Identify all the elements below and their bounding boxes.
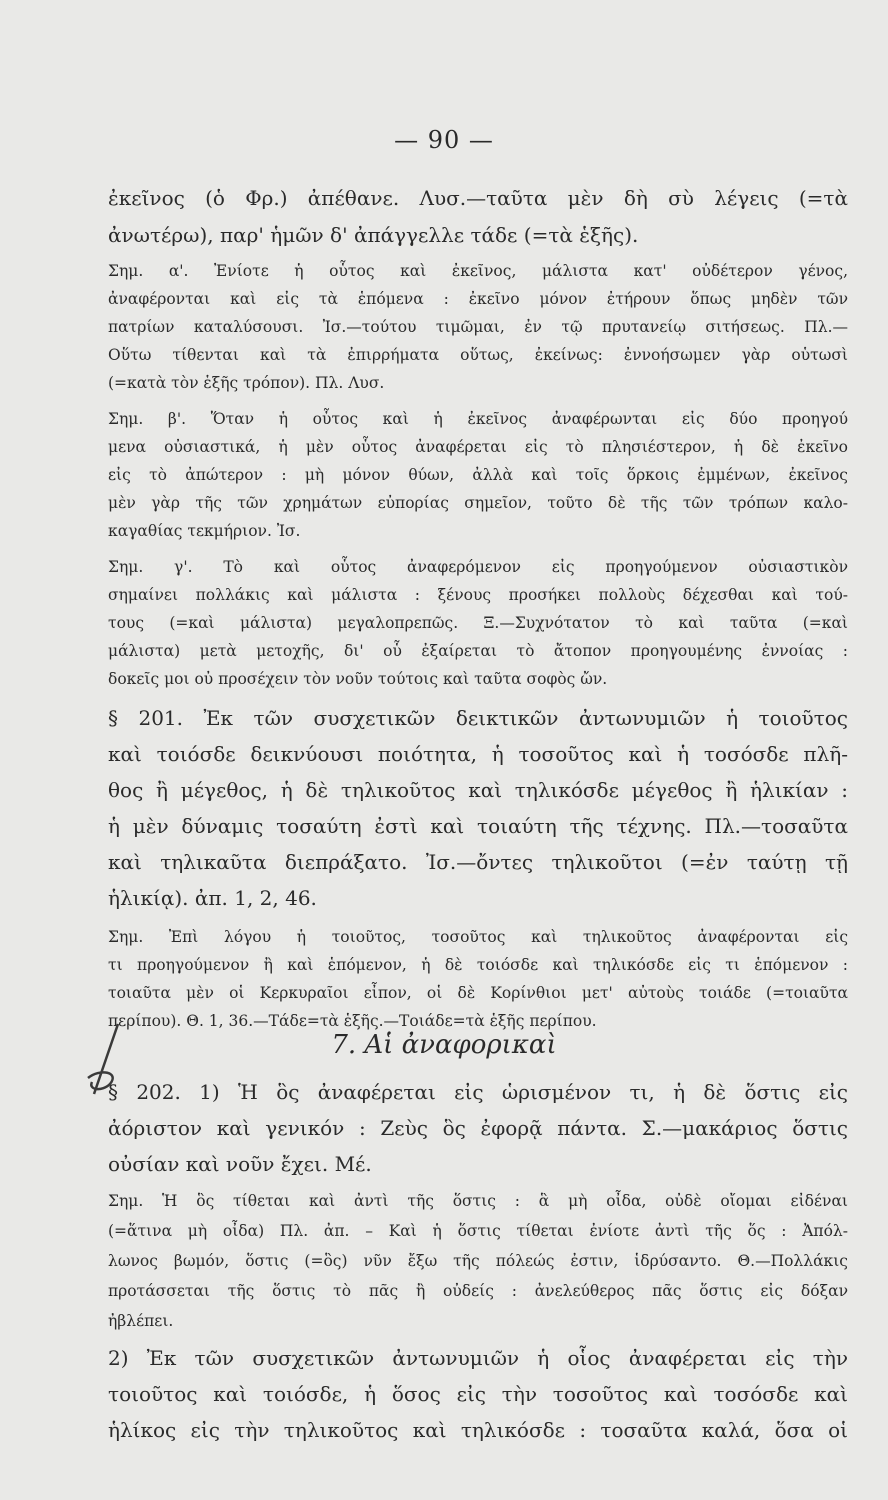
- note-line: Σημ. α'. Ἐνίοτε ἡ οὗτος καὶ ἐκεῖνος, μάλιστα κατ' οὐδέτερον γένος,: [108, 262, 848, 280]
- note-line: Οὕτω τίθενται καὶ τὰ ἐπιρρήματα οὕτως, ἐκείνως: ἐννοήσωμεν γὰρ οὑτωσὶ: [108, 346, 848, 364]
- note-line: μάλιστα) μετὰ μετοχῆς, δι' οὗ ἐξαίρεται τὸ ἄτοπον προηγουμένης ἐννοίας :: [108, 642, 848, 660]
- note-line: Σημ. Ἡ ὃς τίθεται καὶ ἀντὶ τῆς ὅστις : ἃ μὴ οἶδα, οὐδὲ οἴομαι εἰδέναι: [108, 1192, 848, 1210]
- text-line: 2) Ἐκ τῶν συσχετικῶν ἀντωνυμιῶν ἡ οἷος ἀναφέρεται εἰς τὴν: [108, 1346, 848, 1370]
- note-line: Σημ. β'. Ὅταν ἡ οὗτος καὶ ἡ ἐκεῖνος ἀναφέρωνται εἰς δύο προηγού: [108, 410, 848, 428]
- note-line: εἰς τὸ ἀπώτερον : μὴ μόνον θύων, ἀλλὰ καὶ τοῖς ὅρκοις ἐμμένων, ἐκεῖνος: [108, 466, 848, 484]
- note-line: μὲν γὰρ τῆς τῶν χρημάτων εὐπορίας σημεῖον, τοῦτο δὲ τῆς τῶν τρόπων καλο-: [108, 494, 848, 512]
- note-line: τοιαῦτα μὲν οἱ Κερκυραῖοι εἶπον, οἱ δὲ Κορίνθιοι μετ' αὐτοὺς τοιάδε (=τοιαῦτα: [108, 984, 848, 1002]
- text-line: § 202. 1) Ἡ ὃς ἀναφέρεται εἰς ὡρισμένον τι, ἡ δὲ ὅστις εἰς: [108, 1080, 848, 1104]
- text-line: θος ἢ μέγεθος, ἡ δὲ τηλικοῦτος καὶ τηλικόσδε μέγεθος ἢ ἡλικίαν :: [108, 778, 848, 802]
- note-line: σημαίνει πολλάκις καὶ μάλιστα : ξένους προσήκει πολλοὺς δέχεσθαι καὶ τού-: [108, 586, 848, 604]
- text-line: ἡ μὲν δύναμις τοσαύτη ἐστὶ καὶ τοιαύτη τῆς τέχνης. Πλ.—τοσαῦτα: [108, 814, 848, 838]
- text-line: ἐκεῖνος (ὁ Φρ.) ἀπέθανε. Λυσ.—ταῦτα μὲν δὴ σὺ λέγεις (=τὰ: [108, 186, 848, 210]
- note-line: (=κατὰ τὸν ἑξῆς τρόπον). Πλ. Λυσ.: [108, 374, 385, 392]
- note-line: ἠβλέπει.: [108, 1312, 174, 1330]
- note-line: καγαθίας τεκμήριον. Ἰσ.: [108, 522, 301, 540]
- note-line: δοκεῖς μοι οὐ προσέχειν τὸν νοῦν τούτοις καὶ ταῦτα σοφὸς ὤν.: [108, 670, 608, 688]
- note-line: μενα οὐσιαστικά, ἡ μὲν οὗτος ἀναφέρεται εἰς τὸ πλησιέστερον, ἡ δὲ ἐκεῖνο: [108, 438, 848, 456]
- note-line: Σημ. γ'. Τὸ καὶ οὗτος ἀναφερόμενον εἰς προηγούμενον οὐσιαστικὸν: [108, 558, 848, 576]
- text-line: οὐσίαν καὶ νοῦν ἔχει. Μέ.: [108, 1152, 372, 1176]
- note-line: τι προηγούμενον ἢ καὶ ἑπόμενον, ἡ δὲ τοιόσδε καὶ τηλικόσδε εἰς τι ἑπόμενον :: [108, 956, 848, 974]
- text-line: § 201. Ἐκ τῶν συσχετικῶν δεικτικῶν ἀντωνυμιῶν ἡ τοιοῦτος: [108, 706, 848, 730]
- note-line: τους (=καὶ μάλιστα) μεγαλοπρεπῶς. Ξ.—Συχνότατον τὸ καὶ ταῦτα (=καὶ: [108, 614, 848, 632]
- note-line: (=ἅτινα μὴ οἶδα) Πλ. ἀπ. – Καὶ ἡ ὅστις τίθεται ἐνίοτε ἀντὶ τῆς ὅς : Ἀπόλ-: [108, 1222, 848, 1240]
- text-line: ἡλικίᾳ). ἀπ. 1, 2, 46.: [108, 886, 317, 910]
- note-line: Σημ. Ἐπὶ λόγου ἡ τοιοῦτος, τοσοῦτος καὶ τηλικοῦτος ἀναφέρονται εἰς: [108, 928, 848, 946]
- text-line: ἀνωτέρω), παρ' ἡμῶν δ' ἀπάγγελλε τάδε (=τὰ ἑξῆς).: [108, 223, 639, 247]
- text-line: καὶ τοιόσδε δεικνύουσι ποιότητα, ἡ τοσοῦτος καὶ ἡ τοσόσδε πλῆ-: [108, 742, 848, 766]
- section-heading: 7. Αἱ ἀναφορικαὶ: [331, 1030, 557, 1060]
- note-line: προτάσσεται τῆς ὅστις τὸ πᾶς ἢ οὐδείς : ἀνελεύθερος πᾶς ὅστις εἰς δόξαν: [108, 1282, 848, 1300]
- note-line: λωνος βωμόν, ὅστις (=ὃς) νῦν ἔξω τῆς πόλεώς ἐστιν, ἱδρύσαντο. Θ.—Πολλάκις: [108, 1252, 848, 1270]
- note-line: πατρίων καταλύσουσι. Ἰσ.—τούτου τιμῶμαι, ἐν τῷ πρυτανείῳ σιτήσεως. Πλ.—: [108, 318, 848, 336]
- text-line: καὶ τηλικαῦτα διεπράξατο. Ἰσ.—ὄντες τηλικοῦτοι (=ἐν ταύτῃ τῇ: [108, 850, 848, 874]
- note-line: περίπου). Θ. 1, 36.—Τάδε=τὰ ἑξῆς.—Τοιάδε=τὰ ἑξῆς περίπου.: [108, 1012, 597, 1030]
- text-line: ἀόριστον καὶ γενικόν : Ζεὺς ὃς ἐφορᾷ πάντα. Σ.—μακάριος ὅστις: [108, 1116, 848, 1140]
- page-number: — 90 —: [394, 126, 494, 154]
- note-line: ἀναφέρονται καὶ εἰς τὰ ἑπόμενα : ἐκεῖνο μόνον ἐτήρουν ὅπως μηδὲν τῶν: [108, 290, 848, 308]
- text-line: ἡλίκος εἰς τὴν τηλικοῦτος καὶ τηλικόσδε : τοσαῦτα καλά, ὅσα οἱ: [108, 1418, 848, 1442]
- text-line: τοιοῦτος καὶ τοιόσδε, ἡ ὅσος εἰς τὴν τοσοῦτος καὶ τοσόσδε καὶ: [108, 1382, 848, 1406]
